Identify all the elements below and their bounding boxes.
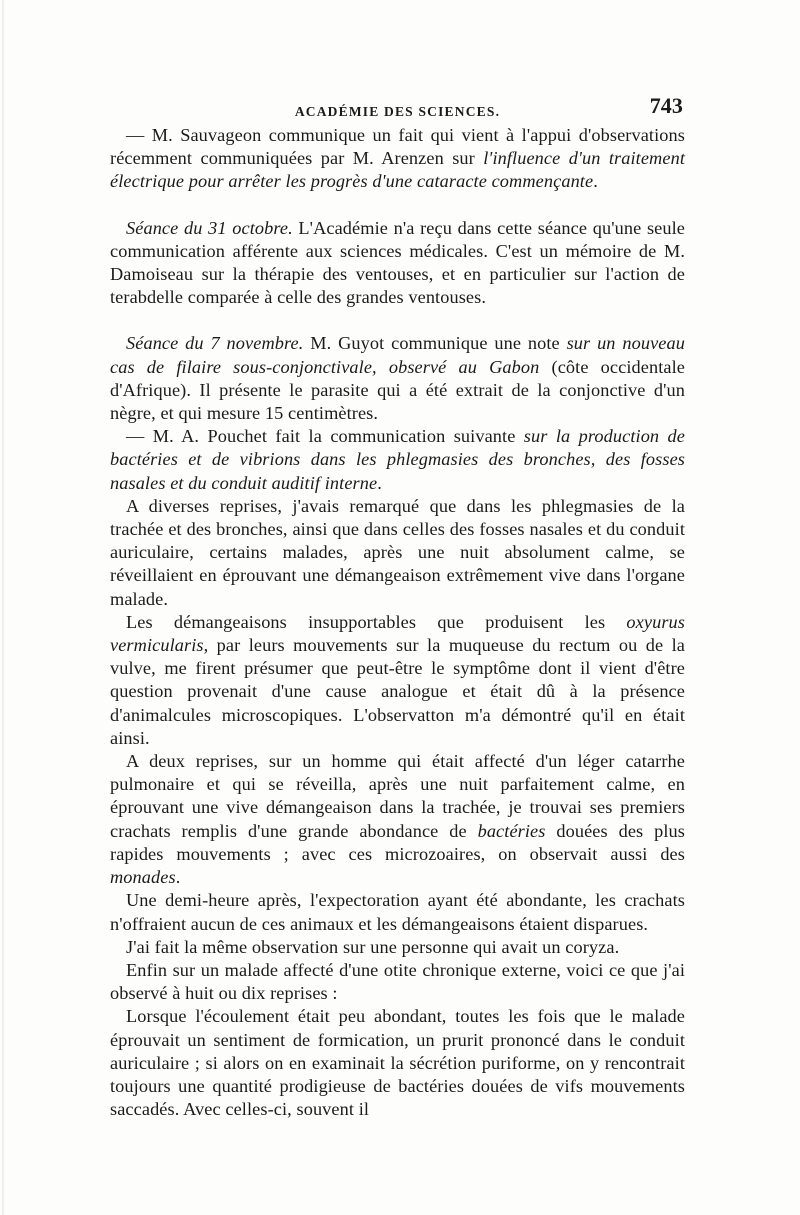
page-text: [110, 94, 685, 1121]
paragraph-deux-reprises: [110, 750, 685, 889]
seance-7-date: Séance du 7 novembre.: [126, 333, 304, 354]
pouchet-lead: — M. A. Pouchet fait la communication suivante: [126, 426, 524, 447]
section-gap: [110, 194, 685, 217]
running-head-title: ACADÉMIE DES SCIENCES.: [294, 104, 501, 119]
seance-7-lead: M. Guyot communique une note: [303, 333, 567, 354]
sauvageon-title: l'influence d'un traitement électrique pour arrêter les progrès d'une cataracte commençante: [110, 148, 685, 192]
seance-7-title: sur un nouveau cas de filaire sous-conjonctivale, observé au Gabon: [110, 333, 685, 377]
paragraph-pouchet: [110, 425, 685, 495]
seance-31-date: Séance du 31 octobre.: [126, 217, 293, 238]
page-number: 743: [649, 93, 683, 118]
paragraph-demi-heure: Une demi-heure après, l'expectoration ayant été abondante, les crachats n'offraient aucun de ces animaux et les démangeaisons étaient disparues.: [110, 890, 685, 934]
sauvageon-lead: — M. Sauvageon communique un fait qui vient à l'appui d'observations récemment communiquées par M. Arenzen sur: [110, 125, 685, 169]
seance-7-text: (côte occidentale d'Afrique). Il présente le parasite qui a été extrait de la conjonctive d'un nègre, et qui mesure 15 centimètres.: [110, 356, 685, 424]
paragraph-demangeaisons: [110, 611, 685, 750]
demangeaisons-lead: Les démangeaisons insupportables que produisent les: [126, 611, 627, 632]
paragraph-otite: Enfin sur un malade affecté d'une otite chronique externe, voici ce que j'ai observé à huit ou dix reprises :: [110, 959, 685, 1004]
section-gap: [110, 309, 685, 332]
pouchet-title: sur la production de bactéries et de vibrions dans les phlegmasies des bronches, des fosses nasales et du conduit auditif interne: [110, 426, 685, 493]
deux-reprises-tail: .: [175, 867, 181, 888]
paragraph-diverses-reprises: A diverses reprises, j'avais remarqué que dans les phlegmasies de la trachée et des bronches, ainsi que dans celles des fosses nasales et du conduit auriculaire, certains malades, après une nuit absolument calme, se réveillaient en éprouvant une démangeaison extrêmement vive dans l'organe malade.: [110, 495, 685, 609]
deux-reprises-term-bacteries: bactéries: [477, 820, 546, 841]
deux-reprises-lead: A deux reprises, sur un homme qui était affecté d'un léger catarrhe pulmonaire et qui se réveilla, après une nuit parfaitement calme, en éprouvant une vive démangeaison dans la trachée, je trouvai ses premiers crachats remplis d'une grande abondance de: [110, 751, 685, 841]
demangeaisons-species: oxyurus vermicularis: [110, 611, 685, 656]
scan-edge: [2, 0, 4, 1215]
demangeaisons-text: , par leurs mouvements sur la muqueuse du rectum ou de la vulve, me firent présumer que peut-être le symptôme dont il vient d'être question provenait d'une cause analogue et était dû à la présence d'animalcules microscopiques. L'observatton m'a démontré qu'il en était ainsi.: [110, 635, 685, 748]
seance-31-text: L'Académie n'a reçu dans cette séance qu'une seule communication afférente aux sciences médicales. C'est un mémoire de M. Damoiseau sur la thérapie des ventouses, et en particulier sur l'action de terabdelle comparée à celle des grandes ventouses.: [110, 217, 686, 308]
deux-reprises-term-monades: monades: [110, 867, 176, 888]
sauvageon-tail: .: [593, 171, 598, 192]
paragraph-coryza: J'ai fait la même observation sur une personne qui avait un coryza.: [126, 936, 620, 957]
deux-reprises-mid: douées des plus rapides mouvements ; avec ces microzoaires, on observait aussi des: [110, 820, 685, 864]
paragraph-ecoulement: Lorsque l'écoulement était peu abondant, toutes les fois que le malade éprouvait un sentiment de formication, un prurit prononcé dans le conduit auriculaire ; si alors on en examinait la sécrétion puriforme, on y rencontrait toujours une quantité prodigieuse de bactéries douées de vifs mouvements saccadés. Avec celles-ci, souvent il: [110, 1006, 685, 1120]
paragraph-seance-7-novembre: [110, 332, 685, 425]
paragraph-seance-31-octobre: [110, 217, 685, 310]
running-head: [110, 94, 685, 124]
pouchet-tail: .: [377, 472, 382, 493]
paragraph-sauvageon: [110, 124, 685, 194]
